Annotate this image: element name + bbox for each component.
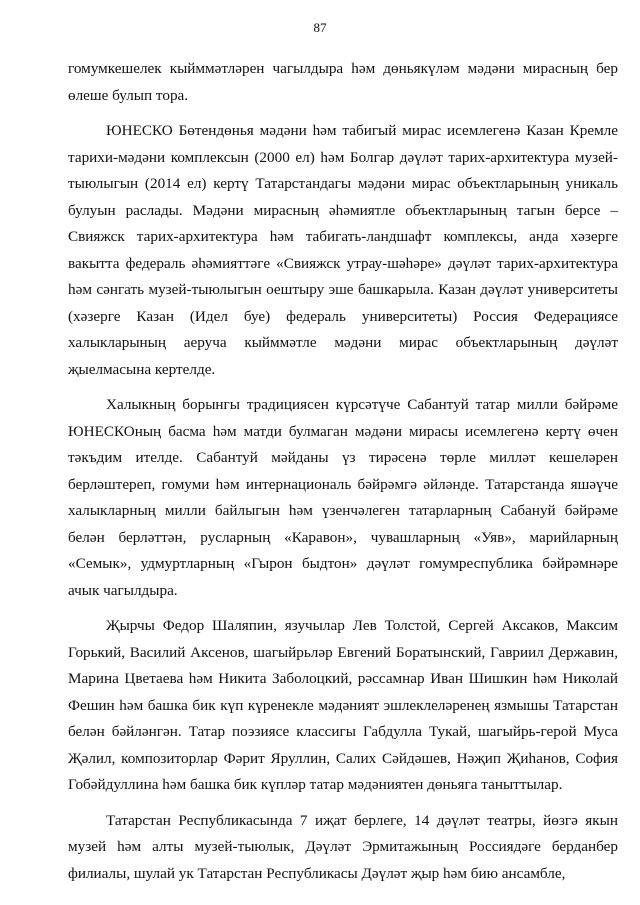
paragraph-cultural-institutions: Татарстан Республикасында 7 иҗат берлеге, 14 дәүләт театры, йөзгә якын музей һәм алты музей-тыюлык, Дәүләт Эрмитажының Россиядәге берданбер филиалы, шулай ук Татарстан Республикасы Дәүләт җыр һәм бию ансамбле, (68, 811, 618, 882)
page-number: 87 (313, 20, 327, 35)
paragraph-sabantuy: Халыкның борынгы традициясен күрсәтүче Сабантуй татар милли бәйрәме ЮНЕСКОның басма һәм матди булмаган мәдәни мирасы исемлегенә кертү өчен тәкъдим ителде. Сабантуй мәйданы үз тирәсенә төрле милләт кешеләрен берләштереп, гомуми һәм интернациональ бәйрәмгә әйләнде. Татарстанда яшәүче халыкларның милли байлыгын һәм үзенчәлеген татарларның Сабануй бәйрәме белән берләттән, русларның «Каравон», чувашларның «Уяв», марийларның «Семык», удмуртларның «Гырон быдтон» дәүләт гомумреспублика бәйрәмнәре ачык чагылдыра. (68, 396, 618, 599)
paragraph-cultural-figures: Җырчы Федор Шаляпин, язучылар Лев Толстой, Сергей Аксаков, Максим Горький, Василий Аксенов, шагыйрьләр Евгений Боратынский, Гавриил Державин, Марина Цветаева һәм Никита Заболоцкий, рәссамнар Иван Шишкин һәм Николай Фешин һәм башка бик күп күренекле мәдәният эшлеклеләренең язмышы Татарстан белән бәйләнгән. Татар поэзиясе классигы Габдулла Тукай, шагыйрь-герой Муса Җәлил, композиторлар Фәрит Яруллин, Салих Сәйдәшев, Нәҗип Җиһанов, София Гобәйдуллина һәм башка бик күпләр татар мәдәниятен дөньяга таныттылар. (68, 617, 618, 793)
body-text (68, 56, 618, 887)
paragraph-continuation: гомумкешелек кыйммәтләрен чагылдыра һәм дөньякүләм мәдәни мирасның бер өлеше булып тора. (68, 60, 618, 104)
paragraph-unesco-heritage: ЮНЕСКО Бөтендөнья мәдәни һәм табигый мирас исемлегенә Казан Кремле тарихи-мәдәни комплексын (2000 ел) һәм Болгар дәүләт тарих-архитектура музей-тыюлыгын (2014 ел) кертү Татарстандагы мәдәни мирас объектларының уникаль булуын раслады. Мәдәни мирасның әһәмиятле объектларының тагын берсе – Свияжск тарих-архитектура һәм табигать-ландшафт комплексы, анда хәзерге вакытта федераль әһәмияттәге «Свияжск утрау-шәһәре» дәүләт тарих-архитектура һәм сәнгать музей-тыюлыгын оештыру эше башкарыла. Казан дәүләт университеты (хәзерге Казан (Идел буе) федераль университеты) Россия Федерациясе халыкларының аеруча кыйммәтле мәдәни мирас объектларының дәүләт җыелмасына кертелде. (68, 122, 618, 378)
